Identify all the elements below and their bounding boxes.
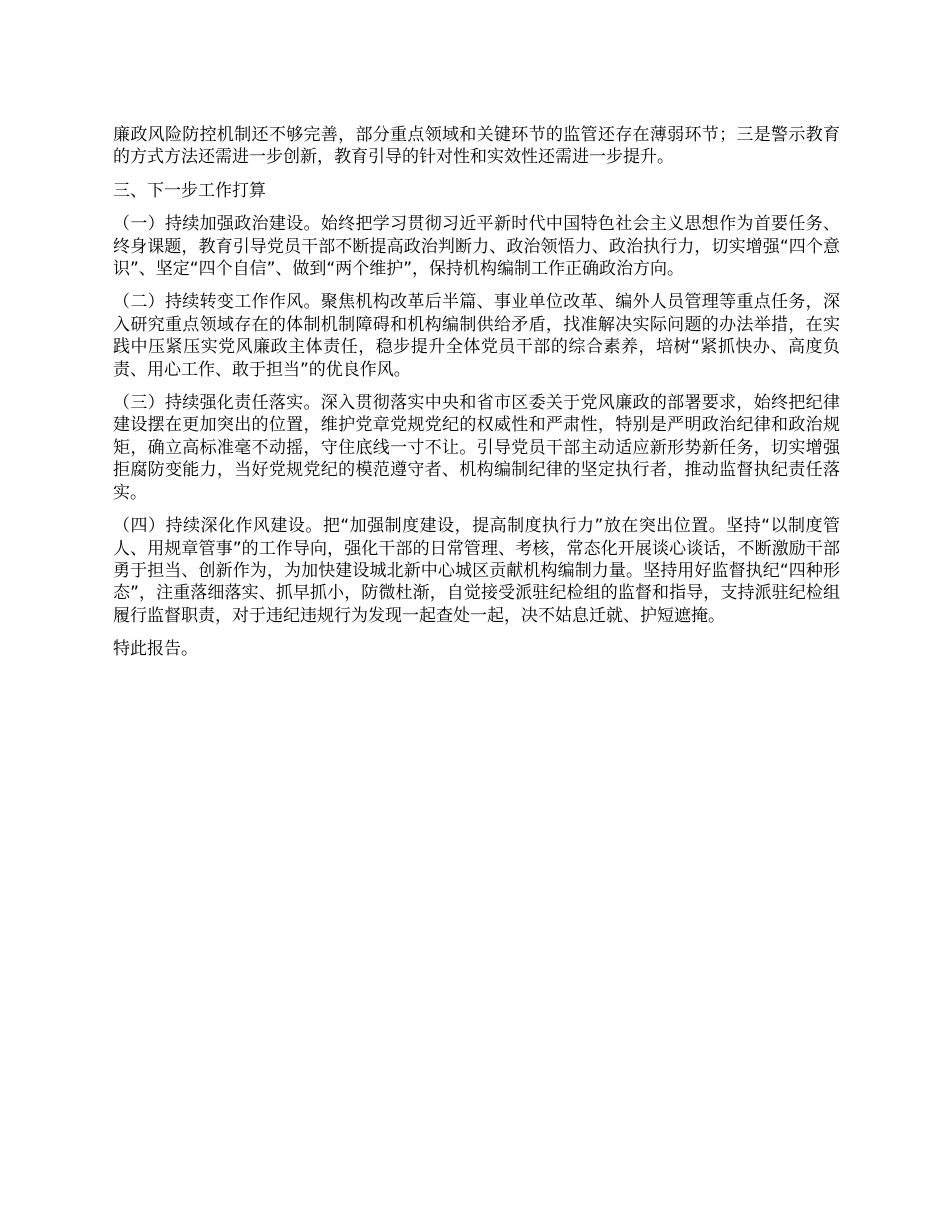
paragraph-work-style: （二）持续转变工作作风。聚焦机构改革后半篇、事业单位改革、编外人员管理等重点任务，深入研究重点领域存在的体制机制障碍和机构编制供给矛盾，找准解决实际问题的办法举措，在实践中压紧压实党风廉政主体责任，稳步提升全体党员干部的综合素养，培树“紧抓快办、高度负责、用心工作、敢于担当”的优良作风。	[113, 292, 840, 380]
section-heading-next-steps: 三、下一步工作打算	[113, 180, 266, 201]
paragraph-responsibility: （三）持续强化责任落实。深入贯彻落实中央和省市区委关于党风廉政的部署要求，始终把纪律建设摆在更加突出的位置，维护党章党规党纪的权威性和严肃性，特别是严明政治纪律和政治规矩，确立高标准毫不动摇，守住底线一寸不让。引导党员干部主动适应新形势新任务，切实增强拒腐防变能力，当好党规党纪的模范遵守者、机构编制纪律的坚定执行者，推动监督执纪责任落实。	[113, 393, 840, 503]
paragraph-political-building: （一）持续加强政治建设。始终把学习贯彻习近平新时代中国特色社会主义思想作为首要任务、终身课题，教育引导党员干部不断提高政治判断力、政治领悟力、政治执行力，切实增强“四个意识”、坚定“四个自信”、做到“两个维护”，保持机构编制工作正确政治方向。	[113, 214, 840, 280]
paragraph-continuation: 廉政风险防控机制还不够完善，部分重点领域和关键环节的监管还存在薄弱环节；三是警示教育的方式方法还需进一步创新，教育引导的针对性和实效性还需进一步提升。	[113, 125, 840, 168]
paragraph-conduct-building: （四）持续深化作风建设。把“加强制度建设，提高制度执行力”放在突出位置。坚持“以制度管人、用规章管事”的工作导向，强化干部的日常管理、考核，常态化开展谈心谈话，不断激励干部勇于担当、创新作为，为加快建设城北新中心城区贡献机构编制力量。坚持用好监督执纪“四种形态”，注重落细落实、抓早抓小，防微杜渐，自觉接受派驻纪检组的监督和指导，支持派驻纪检组履行监督职责，对于违纪违规行为发现一起查处一起，决不姑息迁就、护短遮掩。	[113, 516, 840, 626]
closing-line: 特此报告。	[113, 639, 198, 660]
document-page	[113, 124, 840, 672]
